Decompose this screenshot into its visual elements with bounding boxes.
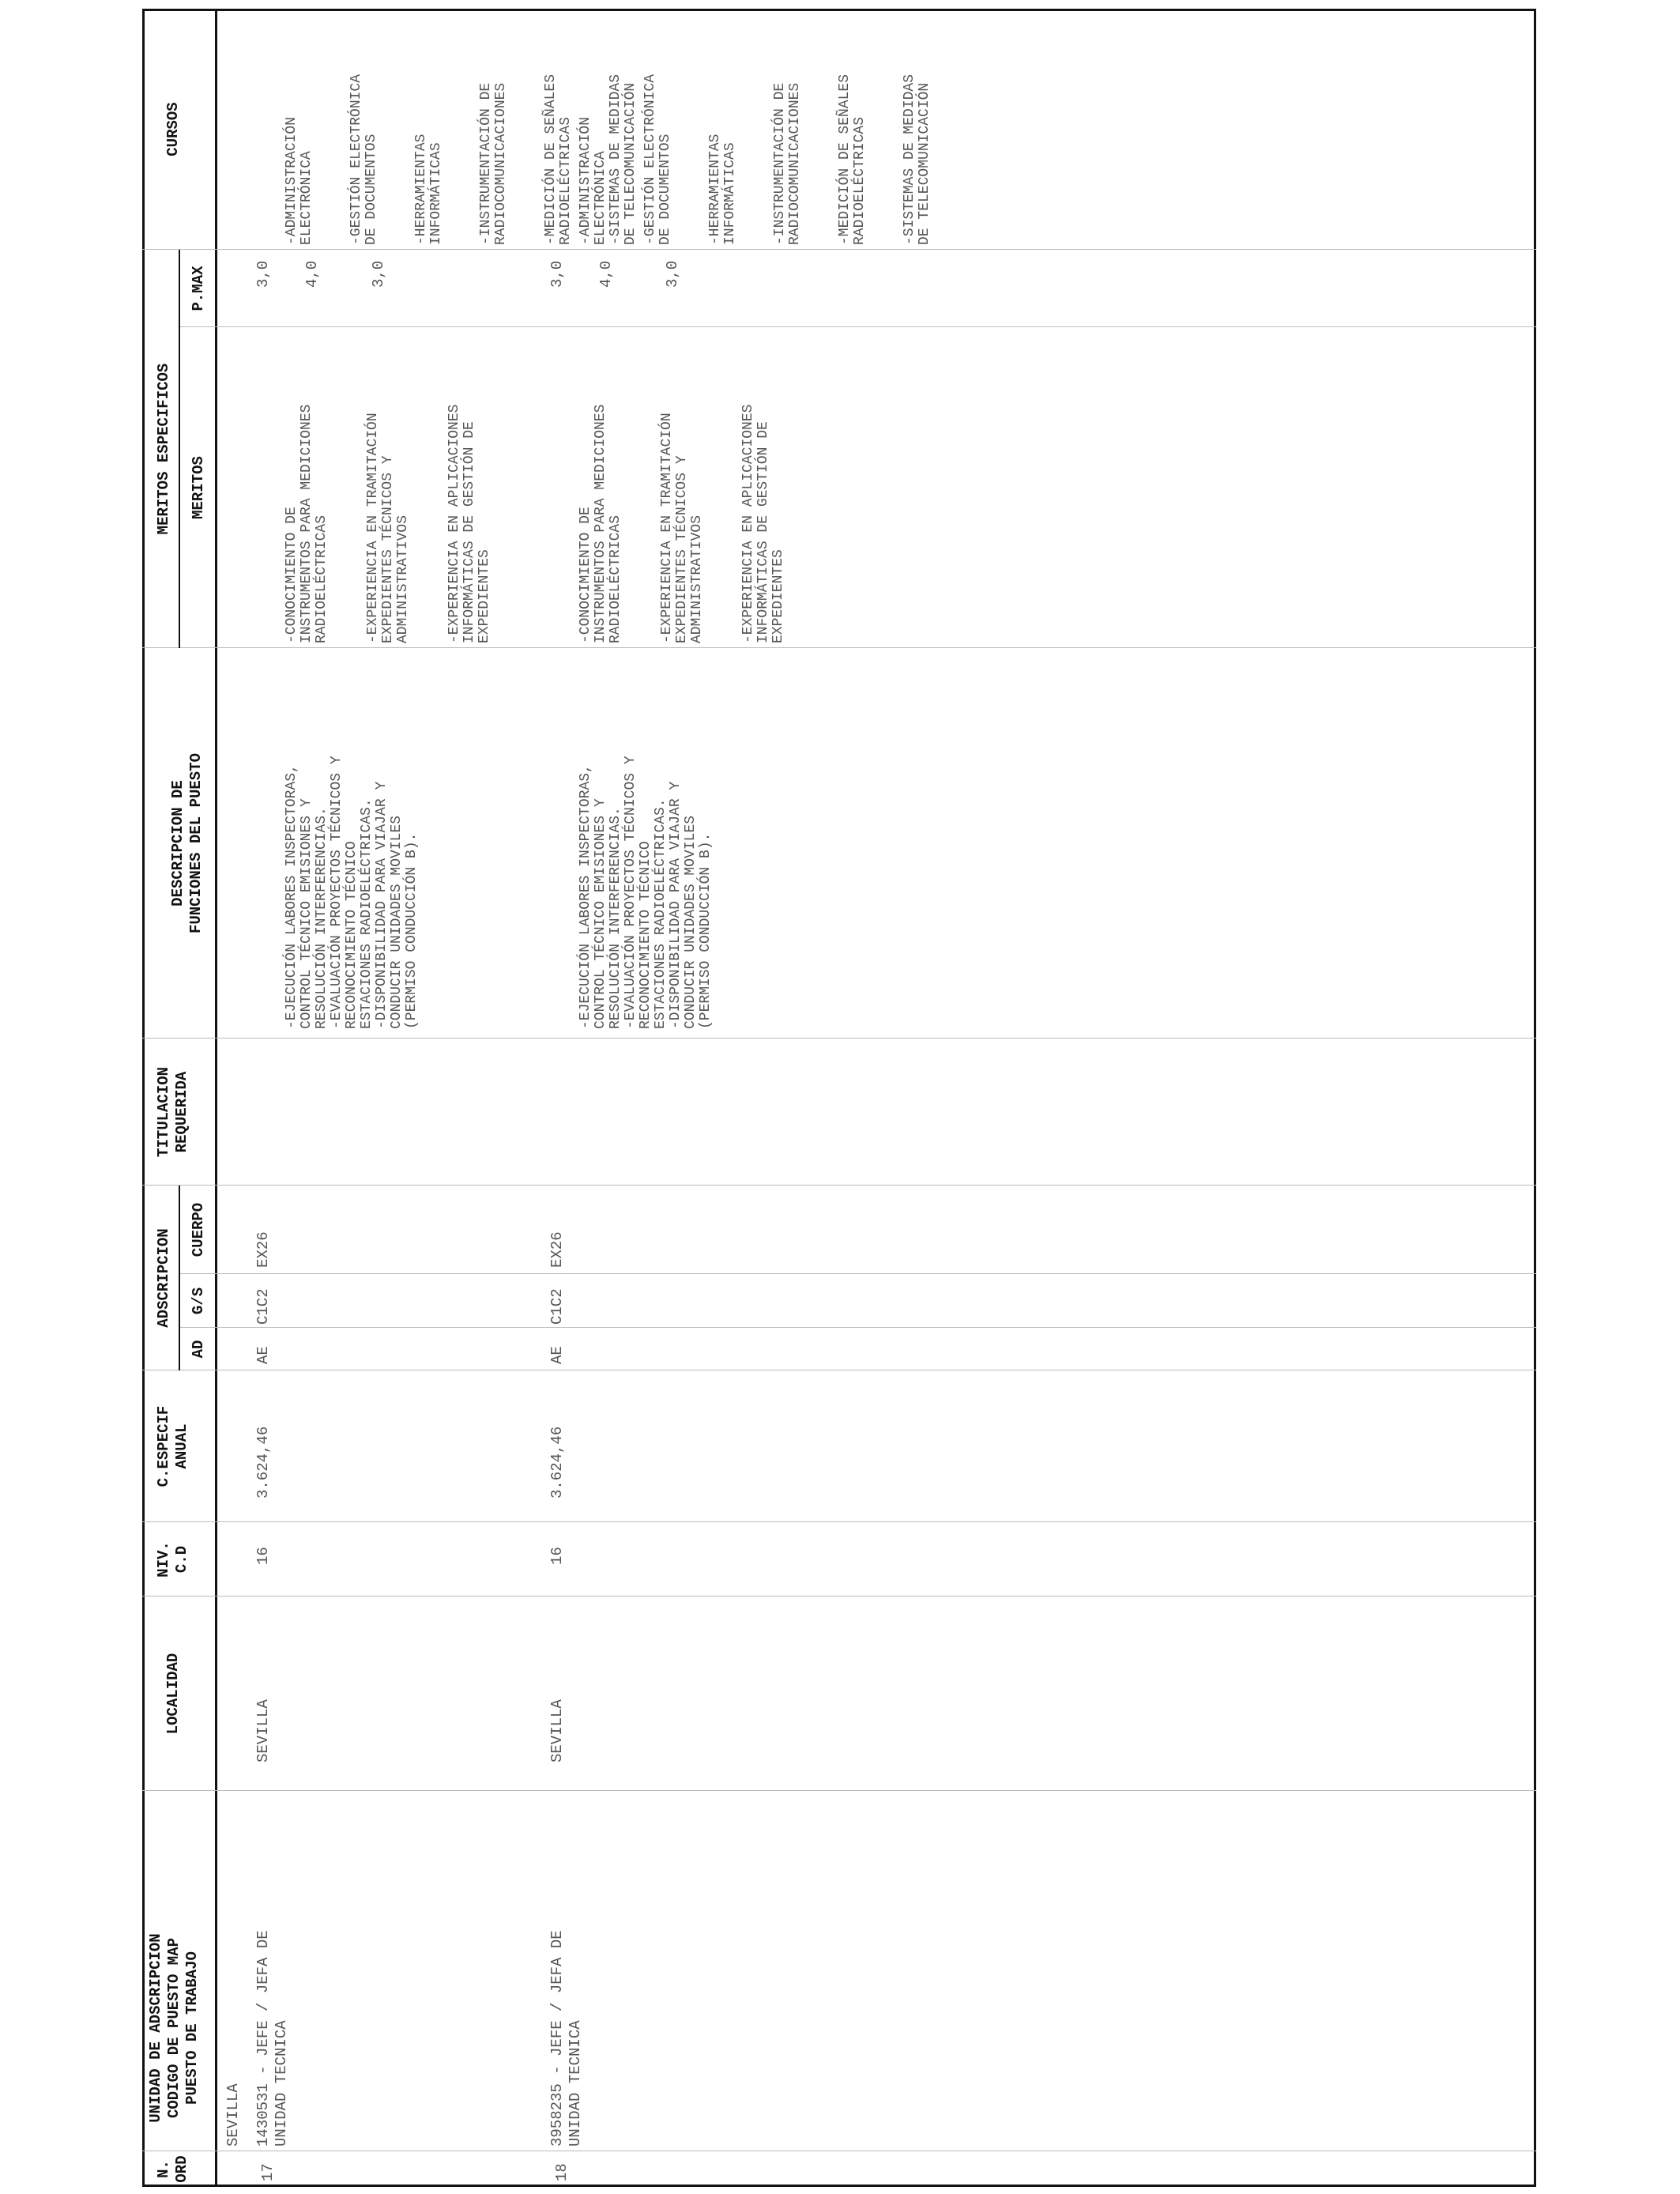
header-unidad: UNIDAD DE ADSCRIPCION CODIGO DE PUESTO MAP PUESTO DE TRABAJO [147,1933,201,2123]
curso-item: -HERRAMIENTAS INFORMÁTICAS [413,134,444,245]
col-sep [142,1185,1536,1186]
curso-item: -MEDICIÓN DE SEÑALES RADIOELÉCTRICAS [543,74,574,245]
header-c-especif: C.ESPECIF ANUAL [155,1405,190,1487]
descripcion-funciones: -EJECUCIÓN LABORES INSPECTORAS, CONTROL TÉCNICO EMISIONES Y RESOLUCIÓN INTERFERENCIAS. -EVALUACIÓN PROYECTOS TÉCNICOS Y RECONOCIMIENTO TÉCNICO ESTACIONES RADIOELÉCTRICAS. -DISPONIBILIDAD PARA VIAJAR Y CONDUCIR UNIDADES MOVILES (PERMISO CONDUCCIÓN B). [578,756,714,1029]
header-n-ord: N. ORD [155,2155,190,2183]
descripcion-funciones: -EJECUCIÓN LABORES INSPECTORAS, CONTROL TÉCNICO EMISIONES Y RESOLUCIÓN INTERFERENCIAS. -EVALUACIÓN PROYECTOS TÉCNICOS Y RECONOCIMIENTO TÉCNICO ESTACIONES RADIOELÉCTRICAS. -DISPONIBILIDAD PARA VIAJAR Y CONDUCIR UNIDADES MOVILES (PERMISO CONDUCCIÓN B). [284,756,420,1029]
curso-item: -SISTEMAS DE MEDIDAS DE TELECOMUNICACIÓN [608,74,638,245]
merito-item: -EXPERIENCIA EN APLICACIONES INFORMÁTICAS DE GESTIÓN DE EXPEDIENTES [446,404,492,643]
merito-item: -EXPERIENCIA EN APLICACIONES INFORMÁTICAS DE GESTIÓN DE EXPEDIENTES [740,404,786,643]
curso-item: -GESTIÓN ELECTRÓNICA DE DOCUMENTOS [642,74,673,245]
p-max: 3,0 [664,260,681,288]
nivel: 16 [254,1547,272,1565]
merito-item: -EXPERIENCIA EN TRAMITACIÓN EXPEDIENTES TÉCNICOS Y ADMINISTRATIVOS [365,413,411,643]
p-max: 3,0 [548,260,566,288]
cursos-list [548,74,962,245]
p-max: 3,0 [370,260,387,288]
col-sep [142,1790,1536,1791]
curso-item: -MEDICIÓN DE SEÑALES RADIOELÉCTRICAS [837,74,868,245]
col-sep [179,1327,1536,1328]
section-label: SEVILLA [224,2083,242,2147]
header-descripcion: DESCRIPCION DE FUNCIONES DEL PUESTO [169,752,205,934]
meritos-subheader-rule [179,250,180,648]
curso-item: -ADMINISTRACIÓN ELECTRÓNICA [284,116,315,245]
header-meritos: MERITOS [190,456,207,519]
localidad: SEVILLA [254,1699,272,1762]
c-especif: 3.624,46 [548,1426,566,1498]
curso-item: -ADMINISTRACIÓN ELECTRÓNICA [578,116,608,245]
p-max: 3,0 [254,260,272,288]
curso-item: -SISTEMAS DE MEDIDAS DE TELECOMUNICACIÓN [902,74,932,245]
header-bottom-rule [215,9,217,2187]
merito-item: -CONOCIMIENTO DE INSTRUMENTOS PARA MEDICIONES RADIOELÉCTRICAS [284,404,330,643]
merito-item: -EXPERIENCIA EN TRAMITACIÓN EXPEDIENTES TÉCNICOS Y ADMINISTRATIVOS [659,413,705,643]
ad: AE [548,1346,566,1364]
table-frame [142,9,1536,2187]
header-meritos-especificos: MERITOS ESPECIFICOS [155,363,172,535]
curso-item: -GESTIÓN ELECTRÓNICA DE DOCUMENTOS [348,74,379,245]
gs: C1C2 [548,1288,566,1325]
nivel: 16 [548,1547,566,1565]
col-sep [179,1273,1536,1274]
puesto-trabajo: 3958235 - JEFE / JEFA DE UNIDAD TECNICA [548,1930,584,2147]
col-sep [142,1521,1536,1522]
header-p-max: P.MAX [190,266,207,311]
curso-item: -HERRAMIENTAS INFORMÁTICAS [707,134,738,245]
meritos-list [548,405,816,643]
localidad: SEVILLA [548,1699,566,1762]
row-number: 17 [259,2163,277,2181]
row-number: 18 [553,2163,571,2181]
header-localidad: LOCALIDAD [164,1653,182,1735]
merito-item: -CONOCIMIENTO DE INSTRUMENTOS PARA MEDICIONES RADIOELÉCTRICAS [578,404,623,643]
curso-item: -INSTRUMENTACIÓN DE RADIOCOMUNICACIONES [772,82,803,245]
header-cuerpo: CUERPO [190,1202,207,1257]
header-cursos: CURSOS [164,102,182,156]
puesto-trabajo: 1430531 - JEFE / JEFA DE UNIDAD TECNICA [254,1930,290,2147]
meritos-list [254,405,522,643]
cuerpo: EX26 [548,1231,566,1268]
c-especif: 3.624,46 [254,1426,272,1498]
gs: C1C2 [254,1288,272,1325]
header-nivel: NIV. C.D [155,1541,190,1578]
adscripcion-subheader-rule [179,1186,180,1370]
header-adscripcion: ADSCRIPCION [155,1228,172,1328]
cuerpo: EX26 [254,1231,272,1268]
header-gs: G/S [190,1287,207,1315]
col-sep [142,249,1536,250]
p-max: 4,0 [597,260,615,288]
col-sep [179,326,1536,327]
ad: AE [254,1346,272,1364]
col-sep [142,647,1536,648]
curso-item: -INSTRUMENTACIÓN DE RADIOCOMUNICACIONES [478,82,509,245]
header-ad: AD [190,1340,207,1359]
col-sep [142,1038,1536,1039]
p-max: 4,0 [303,260,321,288]
header-titulacion: TITULACION REQUERIDA [155,1066,190,1158]
